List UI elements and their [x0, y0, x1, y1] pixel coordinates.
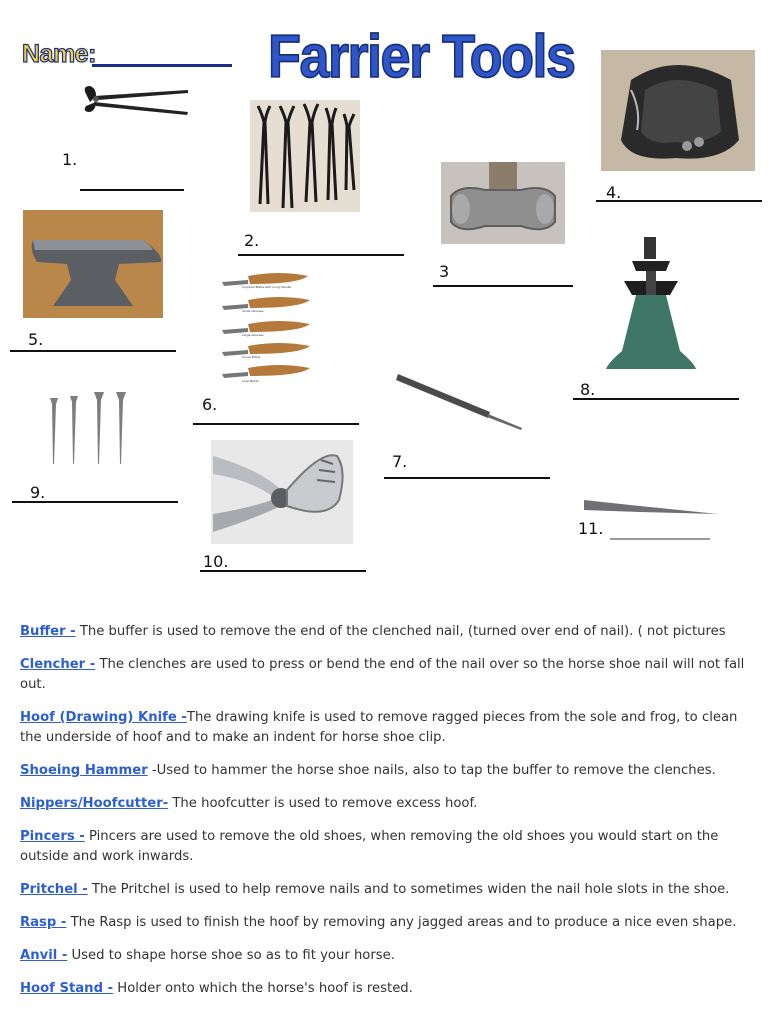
page-title: Farrier Tools [268, 23, 575, 91]
definitions-list [20, 622, 750, 1012]
answer-line-4 [596, 200, 762, 202]
name-answer-line [92, 64, 232, 67]
answer-line-8 [573, 398, 739, 400]
term-buffer: Buffer - [20, 624, 76, 639]
definition-anvil [20, 946, 750, 966]
term-nippers: Nippers/Hoofcutter- [20, 796, 169, 811]
tool-label-4: 4. [606, 183, 622, 202]
tool-label-3: 3 [439, 262, 450, 281]
answer-line-3 [433, 285, 573, 287]
definition-buffer [20, 622, 750, 642]
tool-image-4-hoof-shoe [601, 50, 755, 171]
definition-text: The drawing knife is used to remove ragged pieces from the sole and frog, to clean the underside of hoof and to make an indent for horse shoe clip. [20, 710, 738, 745]
definition-shoeing-hammer [20, 761, 750, 781]
tool-image-5-anvil [23, 210, 163, 318]
tool-image-1-clencher [78, 82, 194, 150]
tool-image-8-hoof-stand [604, 235, 698, 375]
answer-line-7 [384, 477, 550, 479]
term-clencher: Clencher - [20, 657, 96, 672]
tool-image-10-nippers [211, 440, 353, 544]
answer-line-1 [80, 189, 184, 191]
tool-label-7: 7. [392, 452, 408, 471]
tool-image-7-rasp [394, 368, 524, 432]
answer-line-9 [12, 501, 178, 503]
term-hoof-knife: Hoof (Drawing) Knife - [20, 710, 187, 725]
definition-text: Used to shape horse shoe so as to fit your horse. [67, 948, 395, 963]
definition-text: The Rasp is used to finish the hoof by removing any jagged areas and to produce a nice even shape. [66, 915, 737, 930]
tool-label-11: 11. [578, 519, 604, 538]
tool-image-9-horseshoe-nails [40, 384, 134, 470]
tool-image-2-pincers [250, 100, 360, 212]
definition-text: -Used to hammer the horse shoe nails, also to tap the buffer to remove the clenches. [147, 763, 716, 778]
knife-caption: Small Abscess [242, 309, 264, 313]
term-shoeing-hammer: Shoeing Hammer [20, 763, 148, 778]
term-rasp: Rasp - [20, 915, 67, 930]
term-pincers: Pincers - [20, 829, 85, 844]
tool-label-5: 5. [28, 330, 44, 349]
definition-clencher [20, 655, 750, 695]
knife-caption: Large Abscess [242, 333, 264, 337]
definition-rasp [20, 913, 750, 933]
definition-text: The hoofcutter is used to remove excess hoof. [168, 796, 478, 811]
definition-hoof-stand [20, 979, 750, 999]
definition-hoof-knife [20, 708, 750, 748]
term-hoof-stand: Hoof Stand - [20, 981, 114, 996]
knife-caption: Loop Blade [242, 379, 259, 383]
answer-line-10 [200, 570, 366, 572]
tool-label-8: 8. [580, 380, 596, 399]
definition-pritchel [20, 880, 750, 900]
answer-line-5 [10, 350, 176, 352]
definition-text: The buffer is used to remove the end of the clenched nail, (turned over end of nail). ( not pictures [75, 624, 726, 639]
tool-image-3-hammer [441, 162, 565, 244]
definition-text: The Pritchel is used to help remove nails and to sometimes widen the nail hole slots in the shoe. [87, 882, 730, 897]
tool-label-6: 6. [202, 395, 218, 414]
tool-image-6-hoof-knives [218, 268, 314, 390]
answer-line-2 [238, 254, 404, 256]
definition-text: Pincers are used to remove the old shoes, when removing the old shoes you would start on the outside and work inwards. [20, 829, 719, 864]
tool-label-2: 2. [244, 231, 260, 250]
tool-label-9: 9. [30, 483, 46, 502]
definition-text: Holder onto which the horse's hoof is rested. [113, 981, 413, 996]
term-anvil: Anvil - [20, 948, 68, 963]
term-pritchel: Pritchel - [20, 882, 88, 897]
definition-text: The clenches are used to press or bend the end of the nail over so the horse shoe nail will not fall out. [20, 657, 745, 692]
tool-label-10: 10. [203, 552, 229, 571]
knife-caption: Cropped Blade with Long Handle [242, 285, 292, 289]
answer-line-6 [193, 423, 359, 425]
knife-caption: Curve Blade [242, 355, 261, 359]
definition-nippers [20, 794, 750, 814]
definition-pincers [20, 827, 750, 867]
tool-label-1: 1. [62, 150, 78, 169]
name-label: Name: [22, 40, 96, 68]
